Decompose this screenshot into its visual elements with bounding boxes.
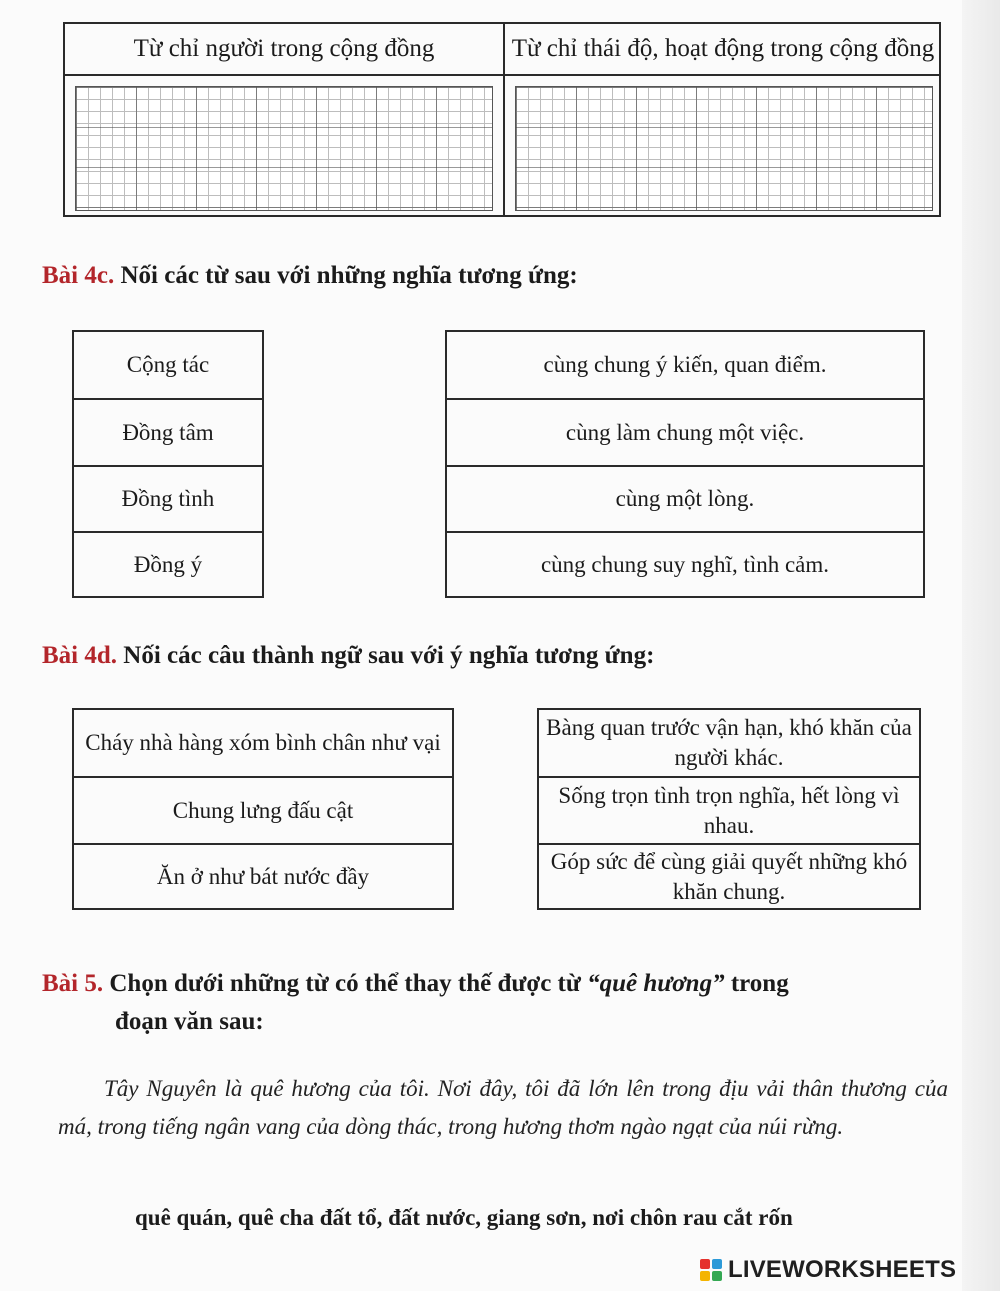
page-edge: [962, 0, 1000, 1291]
bai4c-heading: [42, 262, 578, 290]
bai5-title-start: Chọn dưới những từ có thể thay thế được từ: [109, 970, 581, 997]
bai4d-meaning[interactable]: Góp sức để cùng giải quyết những khó khăn chung.: [539, 843, 919, 908]
bai4d-meaning[interactable]: Bàng quan trước vận hạn, khó khăn của người khác.: [546, 715, 912, 770]
bai4c-words-box: [72, 330, 264, 598]
bai4c-meaning[interactable]: cùng một lòng.: [447, 465, 923, 531]
bai4c-word[interactable]: Đồng ý: [74, 531, 262, 596]
bai4c-meaning[interactable]: cùng chung suy nghĩ, tình cảm.: [447, 531, 923, 596]
bai4d-title: Nối các câu thành ngữ sau với ý nghĩa tương ứng:: [123, 642, 655, 669]
header-divider: [65, 74, 939, 76]
bai4d-number: Bài 4d.: [42, 642, 118, 669]
liveworksheets-logo-text: LIVEWORKSHEETS: [728, 1256, 957, 1283]
bai4d-meaning[interactable]: Sống trọn tình trọn nghĩa, hết lòng vì nhau.: [539, 776, 919, 843]
bai4c-word[interactable]: Đồng tình: [74, 465, 262, 531]
liveworksheets-logo-icon: [700, 1259, 722, 1281]
bai5-title-quote: “quê hương”: [587, 970, 725, 997]
writing-grid-right[interactable]: [515, 86, 933, 211]
logo-square-green: [712, 1271, 722, 1281]
bai5-heading: [42, 970, 789, 998]
bai5-paragraph-text: Tây Nguyên là quê hương của tôi. Nơi đây, tôi đã lớn lên trong địu vải thân thương của má, trong tiếng ngân vang của dòng thác, trong hương thơm ngào ngạt của núi rừng.: [58, 1076, 948, 1139]
writing-grid-left[interactable]: [75, 86, 493, 211]
liveworksheets-logo: [700, 1255, 956, 1285]
top-table: [63, 22, 941, 217]
bai4c-title: Nối các từ sau với những nghĩa tương ứng:: [120, 262, 578, 289]
bai4c-word[interactable]: Đồng tâm: [74, 398, 262, 465]
col-header-attitude: Từ chỉ thái độ, hoạt động trong cộng đồng: [511, 35, 935, 62]
bai4d-meanings-box: [537, 708, 921, 910]
bai5-number: Bài 5.: [42, 970, 104, 997]
logo-square-yellow: [700, 1271, 710, 1281]
bai4d-heading: [42, 642, 654, 670]
bai5-paragraph: [58, 1070, 948, 1146]
logo-square-blue: [712, 1259, 722, 1269]
bai4d-idiom[interactable]: Cháy nhà hàng xóm bình chân như vại: [85, 730, 441, 755]
bai4d-idiom[interactable]: Ăn ở như bát nước đầy: [74, 843, 452, 908]
column-divider: [503, 24, 505, 215]
bai5-title-end: trong: [730, 970, 789, 997]
bai4c-meanings-box: [445, 330, 925, 598]
bai5-word-options: quê quán, quê cha đất tổ, đất nước, giang sơn, nơi chôn rau cắt rốn: [135, 1205, 793, 1230]
bai4c-word[interactable]: Cộng tác: [126, 352, 210, 377]
logo-square-red: [700, 1259, 710, 1269]
col-header-people: Từ chỉ người trong cộng đồng: [133, 35, 435, 62]
bai4c-meaning[interactable]: cùng làm chung một việc.: [447, 398, 923, 465]
bai4d-idioms-box: [72, 708, 454, 910]
bai4c-number: Bài 4c.: [42, 262, 115, 289]
bai4c-meaning[interactable]: cùng chung ý kiến, quan điểm.: [543, 352, 827, 377]
bai5-heading-line2: đoạn văn sau:: [115, 1008, 264, 1035]
bai4d-idiom[interactable]: Chung lưng đấu cật: [74, 776, 452, 843]
